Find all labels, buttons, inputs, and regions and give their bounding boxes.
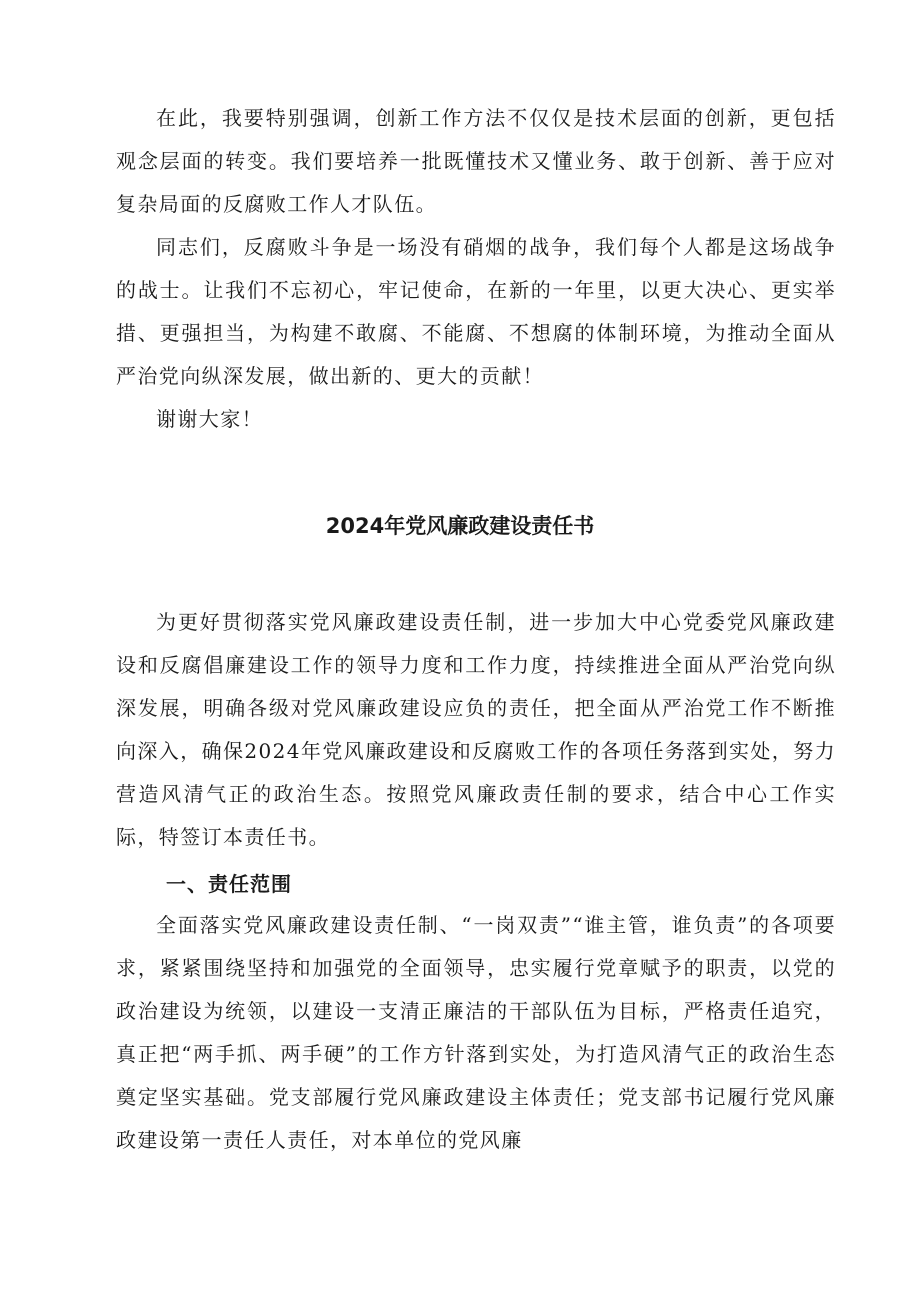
- paragraph-scope: 全面落实党风廉政建设责任制、“一岗双责”“谁主管，谁负责”的各项要求，紧紧围绕坚持和加强党的全面领导，忠实履行党章赋予的职责，以党的政治建设为统领，以建设一支清正廉洁的干部队伍为目标，严格责任追究，真正把“两手抓、两手硬”的工作方针落到实处，为打造风清气正的政治生态奠定坚实基础。党支部履行党风廉政建设主体责任；党支部书记履行党风廉政建设第一责任人责任，对本单位的党风廉: [116, 913, 836, 1152]
- paragraph-innovation-emphasis: 在此，我要特别强调，创新工作方法不仅仅是技术层面的创新，更包括观念层面的转变。我们要培养一批既懂技术又懂业务、敢于创新、善于应对复杂局面的反腐败工作人才队伍。: [116, 106, 836, 216]
- section-heading-scope: 一、责任范围: [166, 872, 292, 896]
- paragraph-intro: 为更好贯彻落实党风廉政建设责任制，进一步加大中心党委党风廉政建设和反腐倡廉建设工作的领导力度和工作力度，持续推进全面从严治党向纵深发展，明确各级对党风廉政建设应负的责任，把全面从严治党工作不断推向深入，确保2024年党风廉政建设和反腐败工作的各项任务落到实处，努力营造风清气正的政治生态。按照党风廉政责任制的要求，结合中心工作实际，特签订本责任书。: [116, 610, 836, 849]
- paragraph-comrades-call: 同志们，反腐败斗争是一场没有硝烟的战争，我们每个人都是这场战争的战士。让我们不忘初心，牢记使命，在新的一年里，以更大决心、更实举措、更强担当，为构建不敢腐、不能腐、不想腐的体制环境，为推动全面从严治党向纵深发展，做出新的、更大的贡献！: [116, 235, 836, 388]
- paragraph-thanks: 谢谢大家！: [156, 407, 263, 431]
- document-title: 2024年党风廉政建设责任书: [325, 514, 595, 538]
